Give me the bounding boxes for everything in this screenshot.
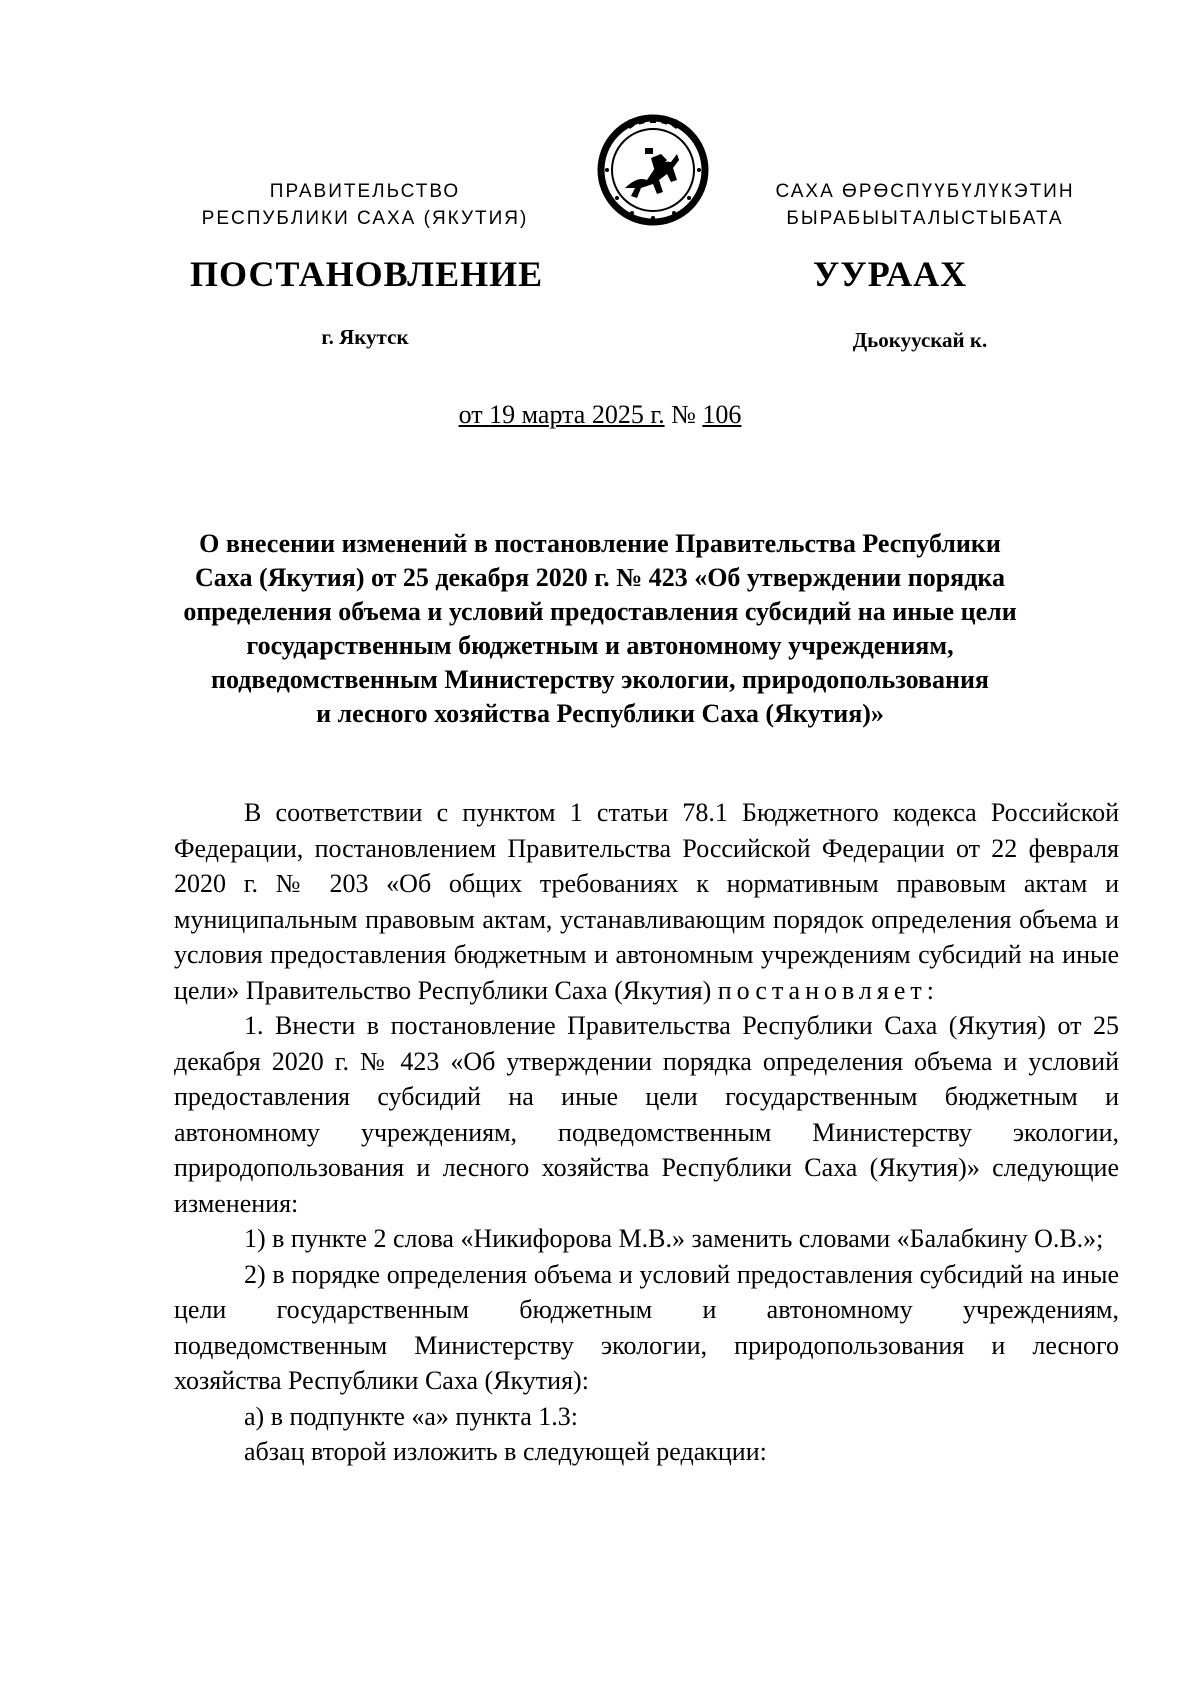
header-left-block (180, 178, 550, 232)
date-prefix: от (458, 400, 483, 429)
title-line: государственным бюджетным и автономному учреждениям, (246, 631, 954, 660)
document-body (174, 795, 1119, 1470)
body-paragraph-preamble (174, 795, 1119, 1008)
title-line: Саха (Якутия) от 25 декабря 2020 г. № 423 «Об утверждении порядка (195, 563, 1005, 592)
place-left: г. Якутск (321, 325, 409, 349)
header-left-line1: ПРАВИТЕЛЬСТВО (269, 181, 461, 202)
header-left-line2: РЕСПУБЛИКИ САХА (ЯКУТИЯ) (201, 208, 529, 229)
body-paragraph-item-1: 1. Внести в постановление Правительства Республики Саха (Якутия) от 25 декабря 2020 г. № 423 «Об утверждении порядка определения объема и условий предоставления субсидий на иные цели государственным бюджетным и автономному учреждениям, подведомственным Министерству экологии, природопользования и лесного хозяйства Республики Саха (Якутия)» следующие изменения: (174, 1011, 1119, 1218)
number-sign: № (671, 400, 696, 429)
date-value: 19 марта 2025 г. (489, 400, 665, 429)
decree-word: постановляет: (717, 975, 939, 1005)
title-line: подведомственным Министерству экологии, природопользования (211, 665, 989, 694)
body-paragraph-subitem-2: 2) в порядке определения объема и условий предоставления субсидий на иные цели государственным бюджетным и автономному учреждениям, подведомственным Министерству экологии, природопользования и лесного хозяйства Республики Саха (Якутия): (174, 1259, 1119, 1395)
body-paragraph-subitem-a: а) в подпункте «а» пункта 1.3: (244, 1401, 578, 1431)
doc-type-left: ПОСТАНОВЛЕНИЕ (190, 254, 544, 294)
document-title (150, 527, 1050, 731)
date-number-line (0, 400, 1200, 430)
coat-of-arms-emblem-icon (597, 114, 709, 226)
title-line: определения объема и условий предоставления субсидий на иные цели (183, 597, 1017, 626)
header-right-block (740, 178, 1110, 232)
doc-type-right: УУРААХ (812, 254, 968, 294)
document-number: 106 (702, 400, 742, 429)
preamble-text: В соответствии с пунктом 1 статьи 78.1 Бюджетного кодекса Российской Федерации, постановлением Правительства Российской Федерации от 22 февраля 2020 г. № 203 «Об общих требованиях к нормативным правовым актам и муниципальным правовым актам, устанавливающим порядок определения объема и условия предоставления бюджетным и автономным учреждениям субсидий на иные цели» Правительство Республики Саха (Якутия) (174, 798, 1119, 1005)
body-paragraph-subitem-1: 1) в пункте 2 слова «Никифорова М.В.» заменить словами «Балабкину О.В.»; (244, 1224, 1104, 1253)
title-line: О внесении изменений в постановление Правительства Республики (199, 529, 1001, 558)
header-right-line1: САХА ӨРӨСПҮҮБҮЛҮКЭТИН (775, 181, 1075, 202)
title-line: и лесного хозяйства Республики Саха (Якутия)» (316, 699, 884, 728)
header-right-line2: БЫРАБЫЫТАЛЫСТЫБАТА (786, 208, 1064, 229)
body-paragraph-abzac: абзац второй изложить в следующей редакции: (244, 1437, 767, 1466)
place-right: Дьокуускай к. (852, 328, 988, 352)
